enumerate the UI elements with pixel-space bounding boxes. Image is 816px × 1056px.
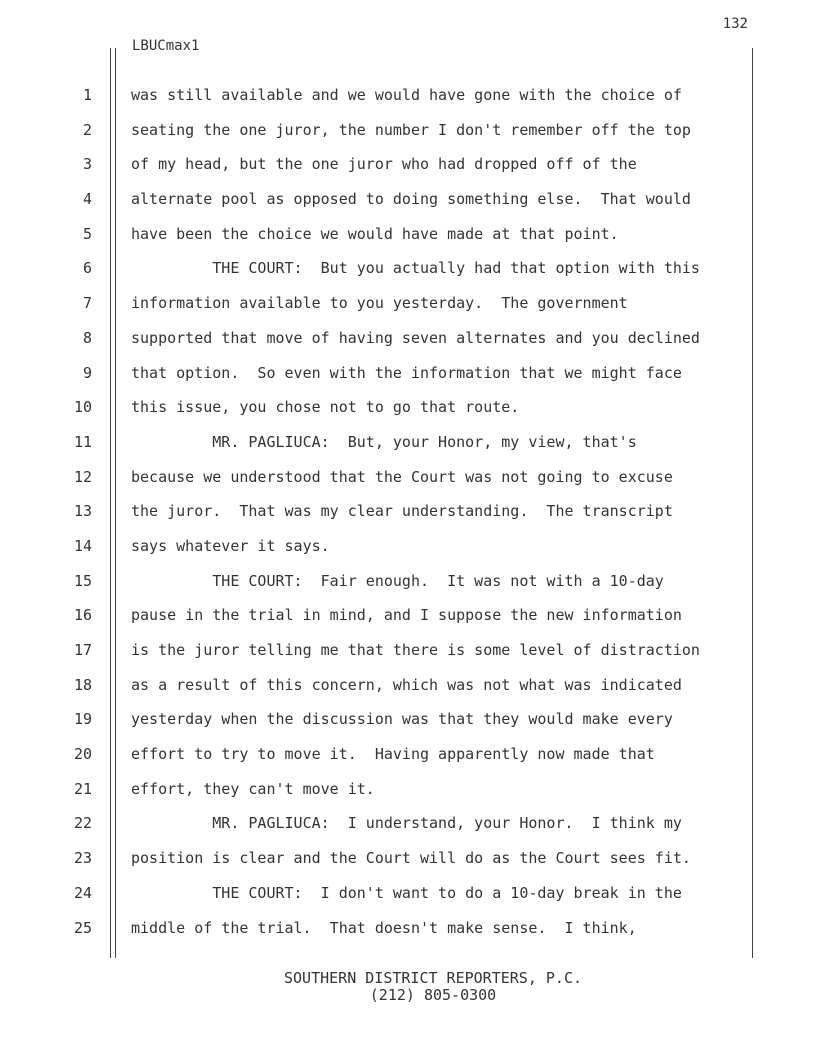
line-text: have been the choice we would have made at that point. xyxy=(131,224,619,243)
transcript-line xyxy=(0,910,816,945)
line-number: 16 xyxy=(73,606,92,625)
transcript-line xyxy=(0,355,816,390)
header-code: LBUCmax1 xyxy=(132,38,200,54)
transcript-line xyxy=(0,77,816,112)
transcript-line xyxy=(0,563,816,598)
transcript-line xyxy=(0,250,816,285)
footer xyxy=(0,970,816,1004)
line-text: information available to you yesterday. The government xyxy=(131,294,628,313)
line-text: says whatever it says. xyxy=(131,536,330,555)
line-number: 5 xyxy=(82,224,92,243)
transcript-line xyxy=(0,389,816,424)
transcript-line xyxy=(0,112,816,147)
transcript-line xyxy=(0,424,816,459)
line-number: 13 xyxy=(73,502,92,521)
transcript-line xyxy=(0,146,816,181)
transcript-line xyxy=(0,875,816,910)
line-text: of my head, but the one juror who had dropped off of the xyxy=(131,155,637,174)
line-text: supported that move of having seven alternates and you declined xyxy=(131,328,700,347)
transcript-line xyxy=(0,840,816,875)
line-text: seating the one juror, the number I don't remember off the top xyxy=(131,120,691,139)
line-number: 21 xyxy=(73,779,92,798)
line-text: pause in the trial in mind, and I suppose the new information xyxy=(131,606,682,625)
transcript-line xyxy=(0,216,816,251)
transcript-lines xyxy=(0,77,816,944)
line-text: is the juror telling me that there is some level of distraction xyxy=(131,641,700,659)
line-number: 11 xyxy=(73,432,92,451)
line-text: MR. PAGLIUCA: But, your Honor, my view, that's xyxy=(131,432,637,451)
line-number: 6 xyxy=(82,259,92,278)
transcript-line xyxy=(0,528,816,563)
line-text: effort, they can't move it. xyxy=(131,779,375,798)
transcript-line xyxy=(0,320,816,355)
line-number: 23 xyxy=(73,849,92,868)
line-text: MR. PAGLIUCA: I understand, your Honor. I think my xyxy=(131,814,682,833)
line-text: alternate pool as opposed to doing something else. That would xyxy=(131,190,691,209)
transcript-line xyxy=(0,632,816,667)
line-number: 8 xyxy=(82,328,92,347)
line-number: 22 xyxy=(73,814,92,833)
line-text: THE COURT: Fair enough. It was not with a 10-day xyxy=(131,571,664,590)
line-text: the juror. That was my clear understanding. The transcript xyxy=(131,502,673,521)
line-number: 17 xyxy=(73,641,92,659)
line-text: effort to try to move it. Having apparently now made that xyxy=(131,745,655,764)
line-number: 20 xyxy=(73,745,92,764)
line-number: 25 xyxy=(73,918,92,937)
line-text: this issue, you chose not to go that route. xyxy=(131,398,520,417)
page-number: 132 xyxy=(722,16,748,32)
transcript-line xyxy=(0,667,816,702)
line-number: 12 xyxy=(73,467,92,486)
transcript-line xyxy=(0,285,816,320)
line-text: was still available and we would have gone with the choice of xyxy=(131,86,682,104)
line-number: 9 xyxy=(82,363,92,382)
line-text: that option. So even with the information that we might face xyxy=(131,363,682,382)
line-number: 10 xyxy=(73,398,92,417)
transcript-line xyxy=(0,459,816,494)
line-number: 2 xyxy=(82,120,92,139)
transcript-line xyxy=(0,736,816,771)
transcript-line xyxy=(0,701,816,736)
line-text: because we understood that the Court was not going to excuse xyxy=(131,467,673,486)
transcript-line xyxy=(0,493,816,528)
transcript-line xyxy=(0,805,816,840)
footer-reporter-name: SOUTHERN DISTRICT REPORTERS, P.C. xyxy=(283,969,582,987)
line-number: 15 xyxy=(73,571,92,590)
line-text: THE COURT: I don't want to do a 10-day break in the xyxy=(131,883,682,902)
line-number: 4 xyxy=(82,190,92,209)
line-number: 14 xyxy=(73,536,92,555)
line-number: 1 xyxy=(82,86,92,104)
transcript-line xyxy=(0,771,816,806)
line-text: THE COURT: But you actually had that option with this xyxy=(131,259,700,278)
line-number: 18 xyxy=(73,675,92,694)
footer-phone: (212) 805-0300 xyxy=(369,986,497,1004)
line-text: as a result of this concern, which was not what was indicated xyxy=(131,675,682,694)
line-number: 3 xyxy=(82,155,92,174)
line-text: yesterday when the discussion was that they would make every xyxy=(131,710,673,729)
line-number: 7 xyxy=(82,294,92,313)
line-number: 24 xyxy=(73,883,92,902)
transcript-line xyxy=(0,597,816,632)
line-text: position is clear and the Court will do as the Court sees fit. xyxy=(131,849,691,868)
transcript-line xyxy=(0,181,816,216)
line-number: 19 xyxy=(73,710,92,729)
line-text: middle of the trial. That doesn't make sense. I think, xyxy=(131,918,637,937)
